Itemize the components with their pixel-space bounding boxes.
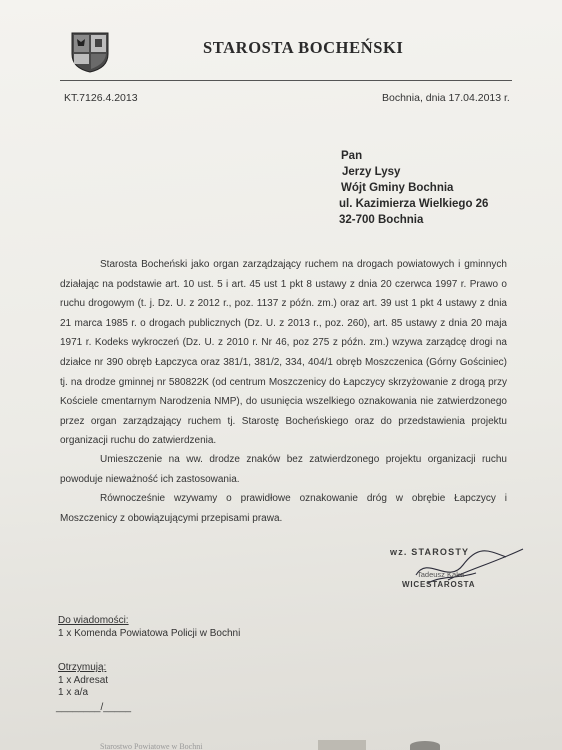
initials-line: ________/_____	[56, 702, 132, 713]
addressee-name: Jerzy Lysy	[342, 166, 401, 178]
signature-name: Tadeusz Kaka	[417, 570, 465, 579]
cc-item: 1 x Komenda Powiatowa Policji w Bochni	[58, 628, 241, 639]
footer-text: Starostwo Powiatowe w Bochni	[100, 742, 203, 750]
addressee-street: ul. Kazimierza Wielkiego 26	[339, 198, 489, 210]
letter-body	[60, 255, 507, 528]
recipient-item: 1 x a/a	[58, 687, 89, 698]
recipients-heading: Otrzymują:	[58, 662, 107, 673]
signature-role: WICESTAROSTA	[402, 580, 476, 589]
place-and-date: Bochnia, dnia 17.04.2013 r.	[382, 92, 510, 104]
cc-heading: Do wiadomości:	[58, 615, 129, 626]
footer-emblem-icon	[410, 741, 440, 750]
reference-number: KT.7126.4.2013	[64, 92, 138, 104]
addressee-city: 32-700 Bochnia	[339, 214, 424, 226]
coat-of-arms-icon	[68, 30, 112, 74]
header-divider	[60, 80, 512, 81]
signature-title: wz. STAROSTY	[390, 547, 470, 557]
addressee-block	[339, 148, 488, 228]
organization-name: STAROSTA BOCHEŃSKI	[203, 38, 404, 57]
body-paragraph-1: Starosta Bocheński jako organ zarządzający ruchem na drogach powiatowych i gminnych działając na podstawie art. 10 ust. 5 i art. 45 ust 1 pkt 8 ustawy z dnia 20 czerwca 1997 r. Prawo o ruchu drogowym (t. j. Dz. U. z 2012 r., poz. 1137 z późn. zm.) oraz art. 39 ust 1 pkt 4 ustawy z dnia 21 marca 1985 r. o drogach publicznych (Dz. U. z 2013 r., poz. 260), art. 85 ustawy z dnia 20 maja 1971 r. Kodeks wykroczeń (Dz. U. z 2010 r. Nr 46, poz 275 z późn. zm.) wzywa zarządcę drogi na działce nr 390 obręb Łapczyca oraz 381/1, 381/2, 334, 404/1 obręb Moszczenica (Górny Gościniec) tj. na drodze gminnej nr 580822K (od centrum Moszczenicy do Łapczycy skrzyżowanie z drogą przy Kościele cmentarnym Narodzenia NMP), do usunięcia wszelkiego oznakowania nie zatwierdzonego przez organ zarządzający ruchem tj. Starostę Bocheńskiego oraz do przedstawienia projektu organizacji ruchu do zatwierdzenia.	[60, 259, 507, 447]
cc-block	[58, 614, 240, 640]
recipients-block	[58, 662, 108, 700]
footer-logo-icon	[318, 740, 366, 750]
body-paragraph-3: Równocześnie wzywamy o prawidłowe oznakowanie dróg w obrębie Łapczycy i Moszczenicy z obowiązującymi przepisami prawa.	[60, 493, 507, 524]
addressee-salutation: Pan	[341, 150, 363, 162]
body-paragraph-2: Umieszczenie na ww. drodze znaków bez zatwierdzonego projektu organizacji ruchu powoduje nieważność ich zastosowania.	[60, 454, 507, 485]
recipient-item: 1 x Adresat	[58, 674, 109, 686]
addressee-position: Wójt Gminy Bochnia	[341, 182, 454, 194]
